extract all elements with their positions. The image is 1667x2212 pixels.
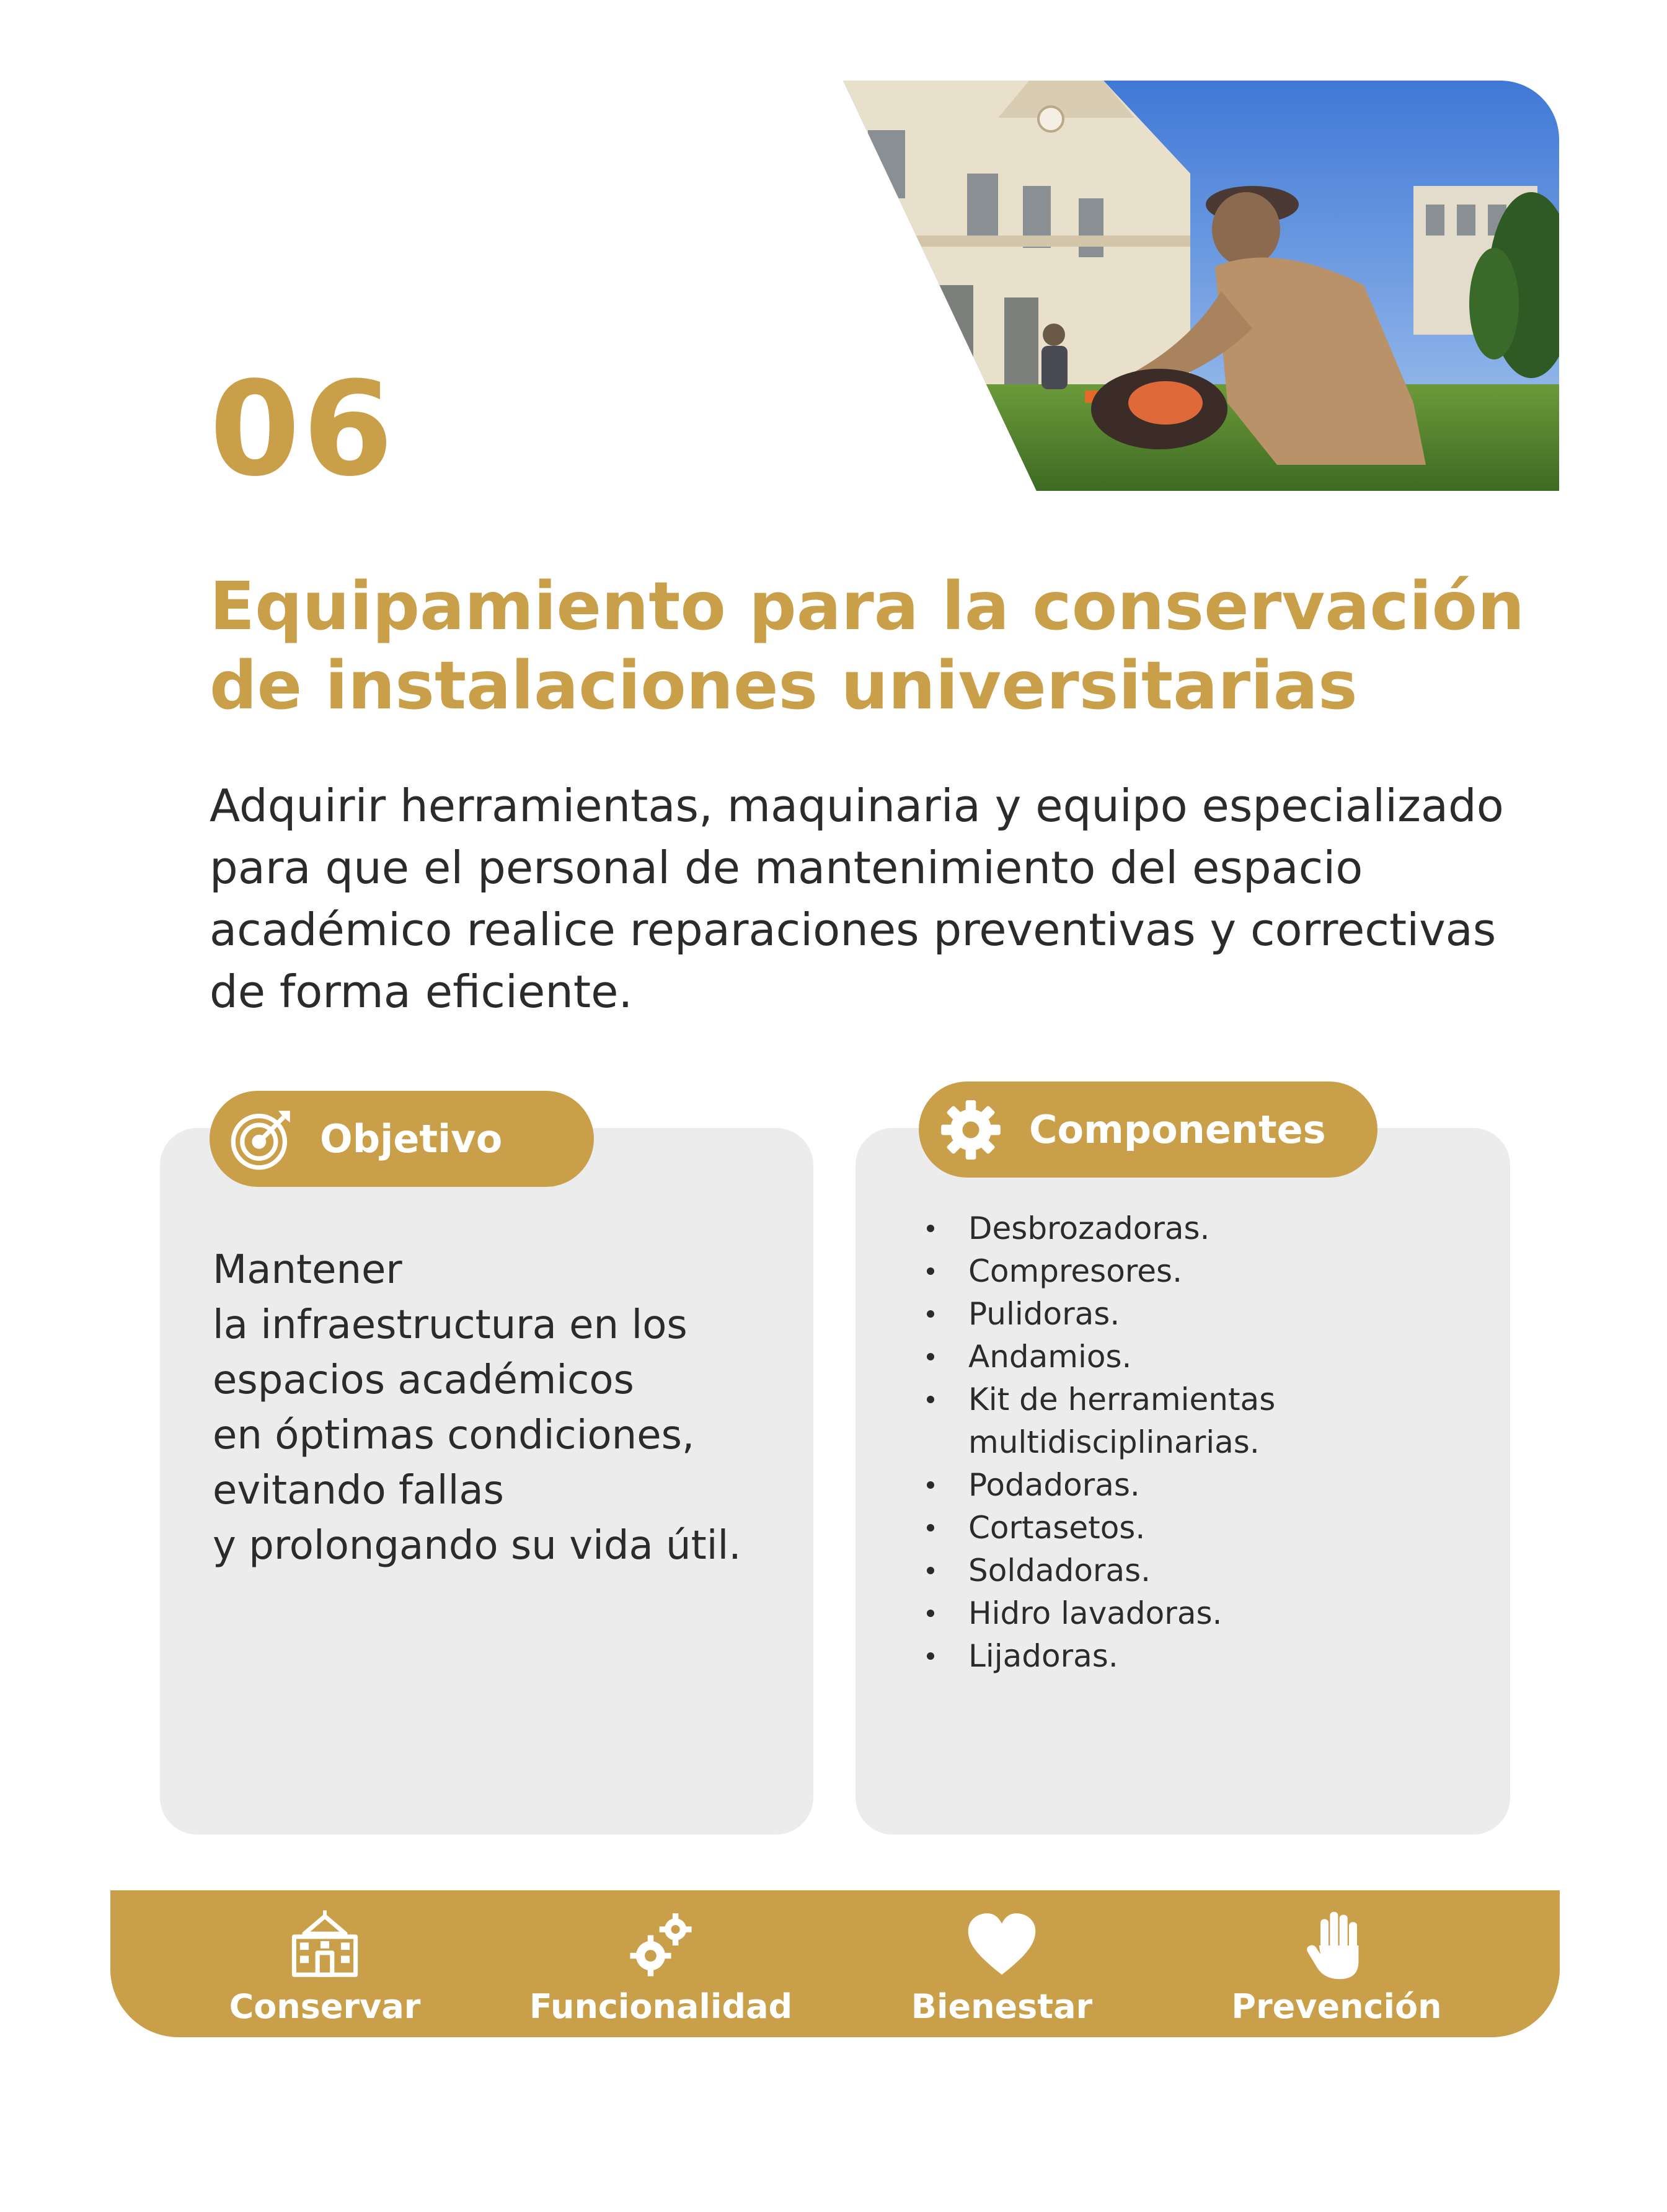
value-label: Prevención [1231, 1987, 1442, 2026]
page-title: Equipamiento para la conservación de instalaciones universitarias [210, 568, 1525, 725]
list-item: Desbrozadoras. [924, 1207, 1482, 1250]
list-item: Hidro lavadoras. [924, 1592, 1482, 1635]
value-bienestar [841, 1909, 1163, 2026]
components-label: Componentes [1029, 1107, 1326, 1152]
gardener-photo-illustration [843, 81, 1559, 491]
intro-paragraph: Adquirir herramientas, maquinaria y equipo especializado para que el personal de mantenimiento del espacio académico realice reparaciones preventivas y correctivas de forma eficiente. [210, 780, 1504, 1018]
list-item: Kit de herramientas multidisciplinarias. [924, 1378, 1482, 1464]
list-item: Soldadoras. [924, 1549, 1482, 1592]
list-item: Podadoras. [924, 1464, 1482, 1507]
list-item: Cortasetos. [924, 1507, 1482, 1549]
target-icon [229, 1107, 294, 1171]
value-conservar [164, 1909, 486, 2026]
section-number: 06 [210, 353, 396, 505]
hand-stop-icon [1300, 1909, 1373, 1982]
components-header [919, 1082, 1377, 1178]
components-list [924, 1207, 1482, 1678]
objective-header [210, 1091, 594, 1187]
value-label: Bienestar [911, 1987, 1093, 2026]
value-funcionalidad [500, 1909, 822, 2026]
heart-icon [965, 1909, 1038, 1982]
school-building-icon [288, 1909, 361, 1982]
value-label: Funcionalidad [529, 1987, 793, 2026]
list-item: Andamios. [924, 1336, 1482, 1378]
list-item: Lijadoras. [924, 1635, 1482, 1678]
value-prevencion [1175, 1909, 1498, 2026]
gear-icon [939, 1098, 1003, 1162]
objective-label: Objetivo [320, 1116, 503, 1161]
list-item: Compresores. [924, 1250, 1482, 1293]
header-photo [843, 81, 1559, 491]
objective-text: Mantener la infraestructura en los espacios académicos en óptimas condiciones, evitando fallas y prolongando su vida útil. [213, 1247, 741, 1569]
value-label: Conservar [229, 1987, 421, 2026]
gears-icon [624, 1909, 697, 1982]
list-item: Pulidoras. [924, 1293, 1482, 1336]
